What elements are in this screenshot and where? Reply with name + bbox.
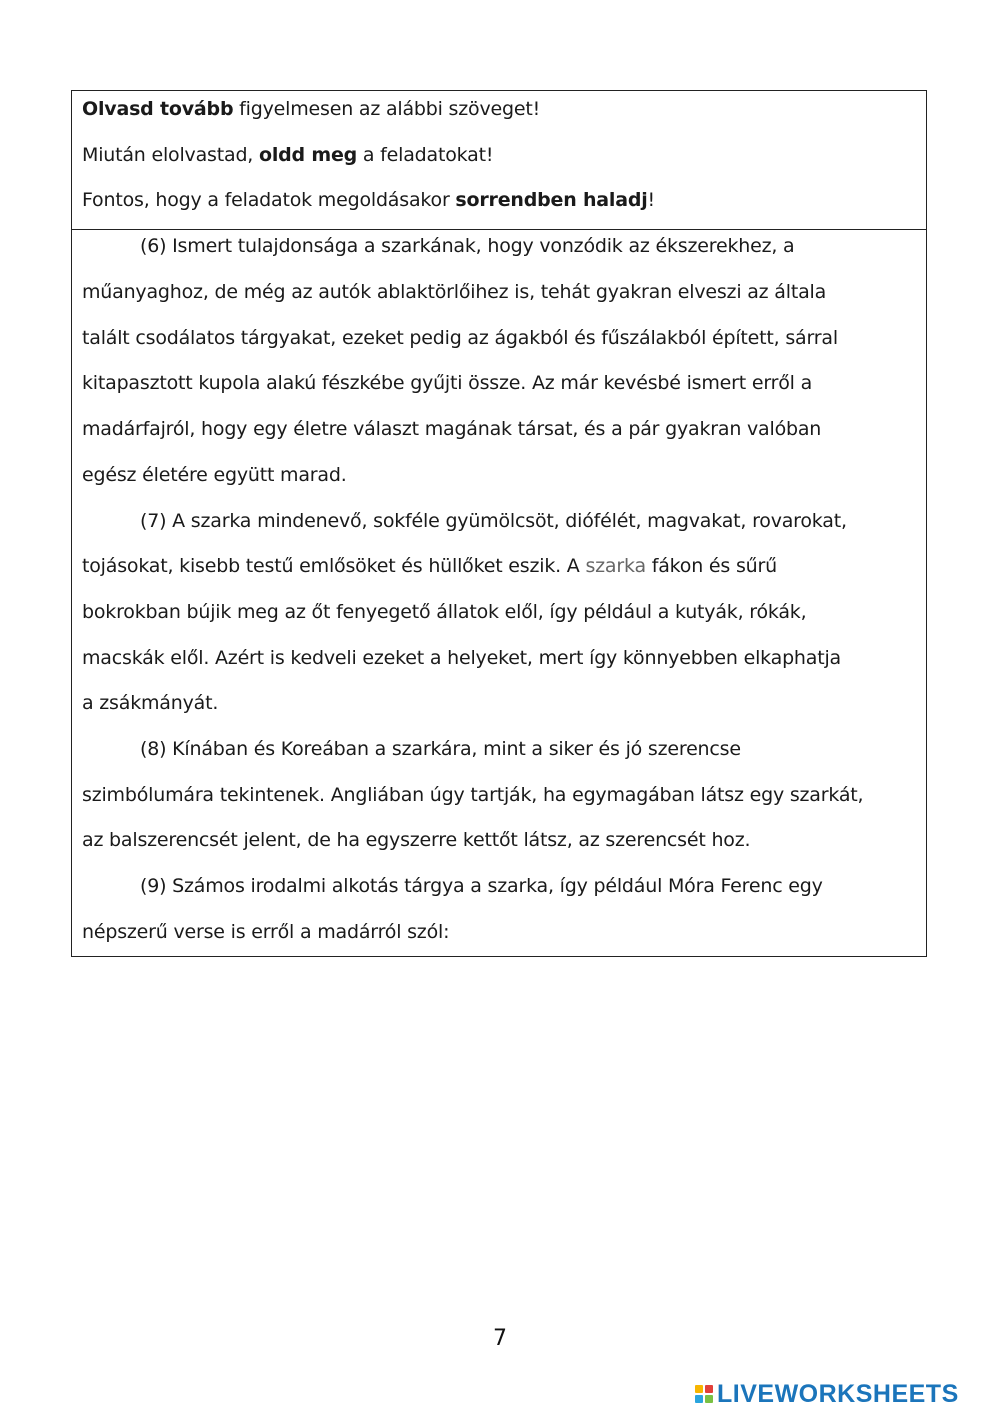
paragraph-6-line: talált csodálatos tárgyakat, ezeket pedig az ágakból és fűszálakból épített, sárral — [82, 327, 838, 349]
paragraph-8-line: szimbólumára tekintenek. Angliában úgy tartják, ha egymagában látsz egy szarkát, — [82, 784, 864, 806]
paragraph-6-line: kitapasztott kupola alakú fészkébe gyűjti össze. Az már kevésbé ismert erről a — [82, 372, 813, 394]
paragraph-7-line: tojásokat, kisebb testű emlősöket és hüllőket eszik. A szarka fákon és sűrű — [82, 555, 777, 577]
highlighted-word: szarka — [585, 555, 646, 577]
paragraph-6-line: egész életére együtt marad. — [82, 464, 347, 486]
brand-name: LIVEWORKSHEETS — [717, 1379, 959, 1408]
instruction-line-3: Fontos, hogy a feladatok megoldásakor sorrendben haladj! — [82, 189, 655, 211]
paragraph-7-line: a zsákmányát. — [82, 692, 219, 714]
liveworksheets-logo — [695, 1376, 995, 1412]
paragraph-6-line: műanyaghoz, de még az autók ablaktörlőihez is, tehát gyakran elveszi az általa — [82, 281, 827, 303]
paragraph-7-line: bokrokban bújik meg az őt fenyegető állatok elől, így például a kutyák, rókák, — [82, 601, 807, 623]
paragraph-7-line: (7) A szarka mindenevő, sokféle gyümölcsöt, diófélét, magvakat, rovarokat, — [140, 510, 847, 532]
instruction-line-2: Miután elolvastad, oldd meg a feladatokat! — [82, 144, 494, 166]
paragraph-7-line: macskák elől. Azért is kedveli ezeket a helyeket, mert így könnyebben elkaphatja — [82, 647, 841, 669]
paragraph-6-line: madárfajról, hogy egy életre választ magának társat, és a pár gyakran valóban — [82, 418, 822, 440]
instruction-line-1: Olvasd tovább figyelmesen az alábbi szöveget! — [82, 98, 540, 120]
page-number: 7 — [493, 1326, 507, 1351]
paragraph-8-line: (8) Kínában és Koreában a szarkára, mint a siker és jó szerencse — [140, 738, 741, 760]
reading-box — [71, 90, 927, 957]
paragraph-9-line: (9) Számos irodalmi alkotás tárgya a szarka, így például Móra Ferenc egy — [140, 875, 823, 897]
paragraph-6-line: (6) Ismert tulajdonsága a szarkának, hogy vonzódik az ékszerekhez, a — [140, 235, 795, 257]
instructions-section — [72, 91, 926, 230]
paragraph-9-line: népszerű verse is erről a madárról szól: — [82, 921, 450, 943]
paragraph-8-line: az balszerencsét jelent, de ha egyszerre kettőt látsz, az szerencsét hoz. — [82, 829, 751, 851]
liveworksheets-logo-icon — [695, 1385, 713, 1403]
